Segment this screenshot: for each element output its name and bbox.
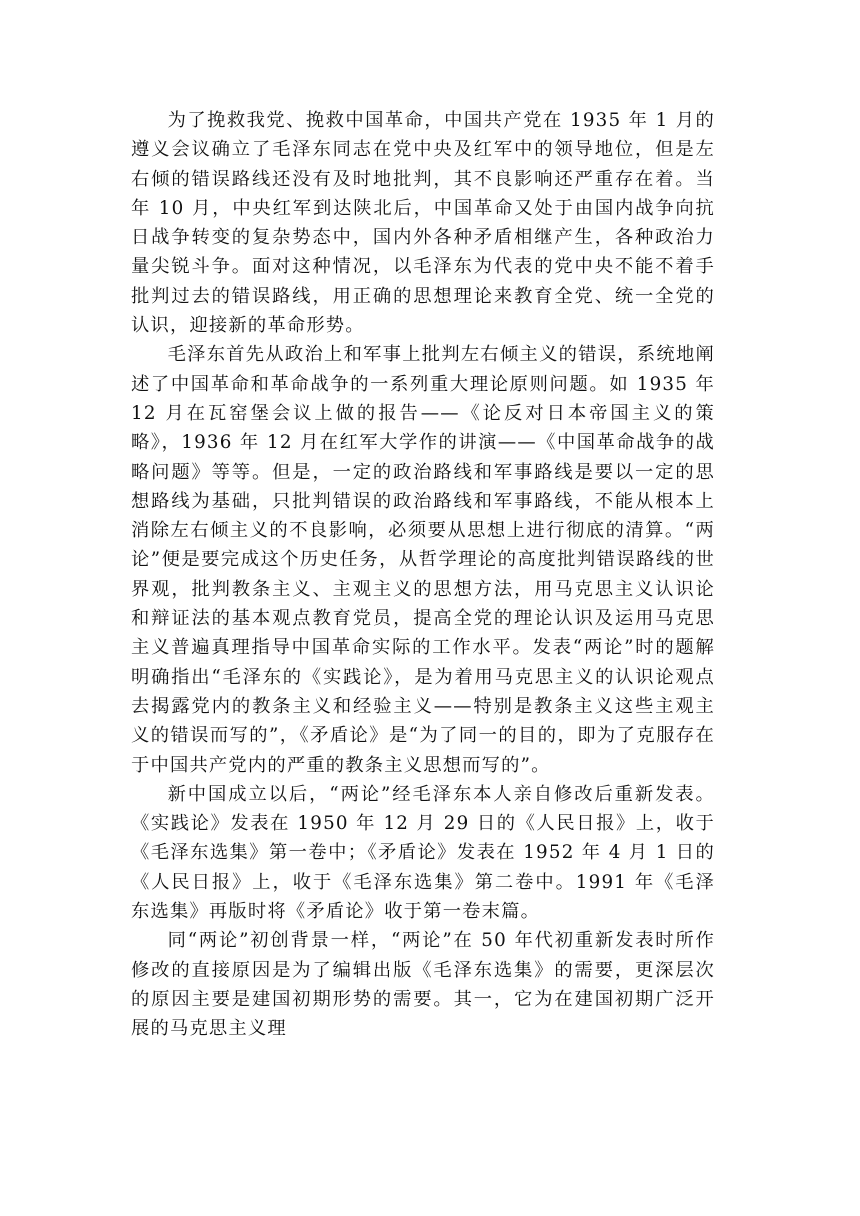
- paragraph-republication: 新中国成立以后，“两论”经毛泽东本人亲自修改后重新发表。《实践论》发表在 1950 年 12 月 29 日的《人民日报》上，收于《毛泽东选集》第一卷中；《矛盾论》发表在 1952 年 4 月 1 日的《人民日报》上，收于《毛泽东选集》第二卷中。1991 年《毛泽东选集》再版时将《矛盾论》收于第一卷末篇。: [131, 783, 715, 923]
- document-body: [131, 106, 715, 1044]
- paragraph-critique-of-errors: 毛泽东首先从政治上和军事上批判左右倾主义的错误，系统地阐述了中国革命和革命战争的一系列重大理论原则问题。如 1935 年 12 月在瓦窑堡会议上做的报告——《论反对日本帝国主义的策略》，1936 年 12 月在红军大学作的讲演——《中国革命战争的战略问题》等等。但是，一定的政治路线和军事路线是要以一定的思想路线为基础，只批判错误的政治路线和军事路线，不能从根本上消除左右倾主义的不良影响，必须要从思想上进行彻底的清算。“两论”便是要完成这个历史任务，从哲学理论的高度批判错误路线的世界观，批判教条主义、主观主义的思想方法，用马克思主义认识论和辩证法的基本观点教育党员，提高全党的理论认识及运用马克思主义普遍真理指导中国革命实际的工作水平。发表“两论”时的题解明确指出“毛泽东的《实践论》，是为着用马克思主义的认识论观点去揭露党内的教条主义和经验主义——特别是教条主义这些主观主义的错误而写的”，《矛盾论》是“为了同一的目的，即为了克服存在于中国共产党内的严重的教条主义思想而写的”。: [131, 344, 715, 776]
- paragraph-zunyi-background: 为了挽救我党、挽救中国革命，中国共产党在 1935 年 1 月的遵义会议确立了毛泽东同志在党中央及红军中的领导地位，但是左右倾的错误路线还没有及时地批判，其不良影响还严重存在着。当年 10 月，中央红军到达陕北后，中国革命又处于由国内战争向抗日战争转变的复杂势态中，国内外各种矛盾相继产生，各种政治力量尖锐斗争。面对这种情况，以毛泽东为代表的党中央不能不着手批判过去的错误路线，用正确的思想理论来教育全党、统一全党的认识，迎接新的革命形势。: [131, 110, 715, 337]
- paragraph-revision-reasons: 同“两论”初创背景一样，“两论”在 50 年代初重新发表时所作修改的直接原因是为了编辑出版《毛泽东选集》的需要，更深层次的原因主要是建国初期形势的需要。其一，它为在建国初期广泛开展的马克思主义理: [131, 930, 715, 1040]
